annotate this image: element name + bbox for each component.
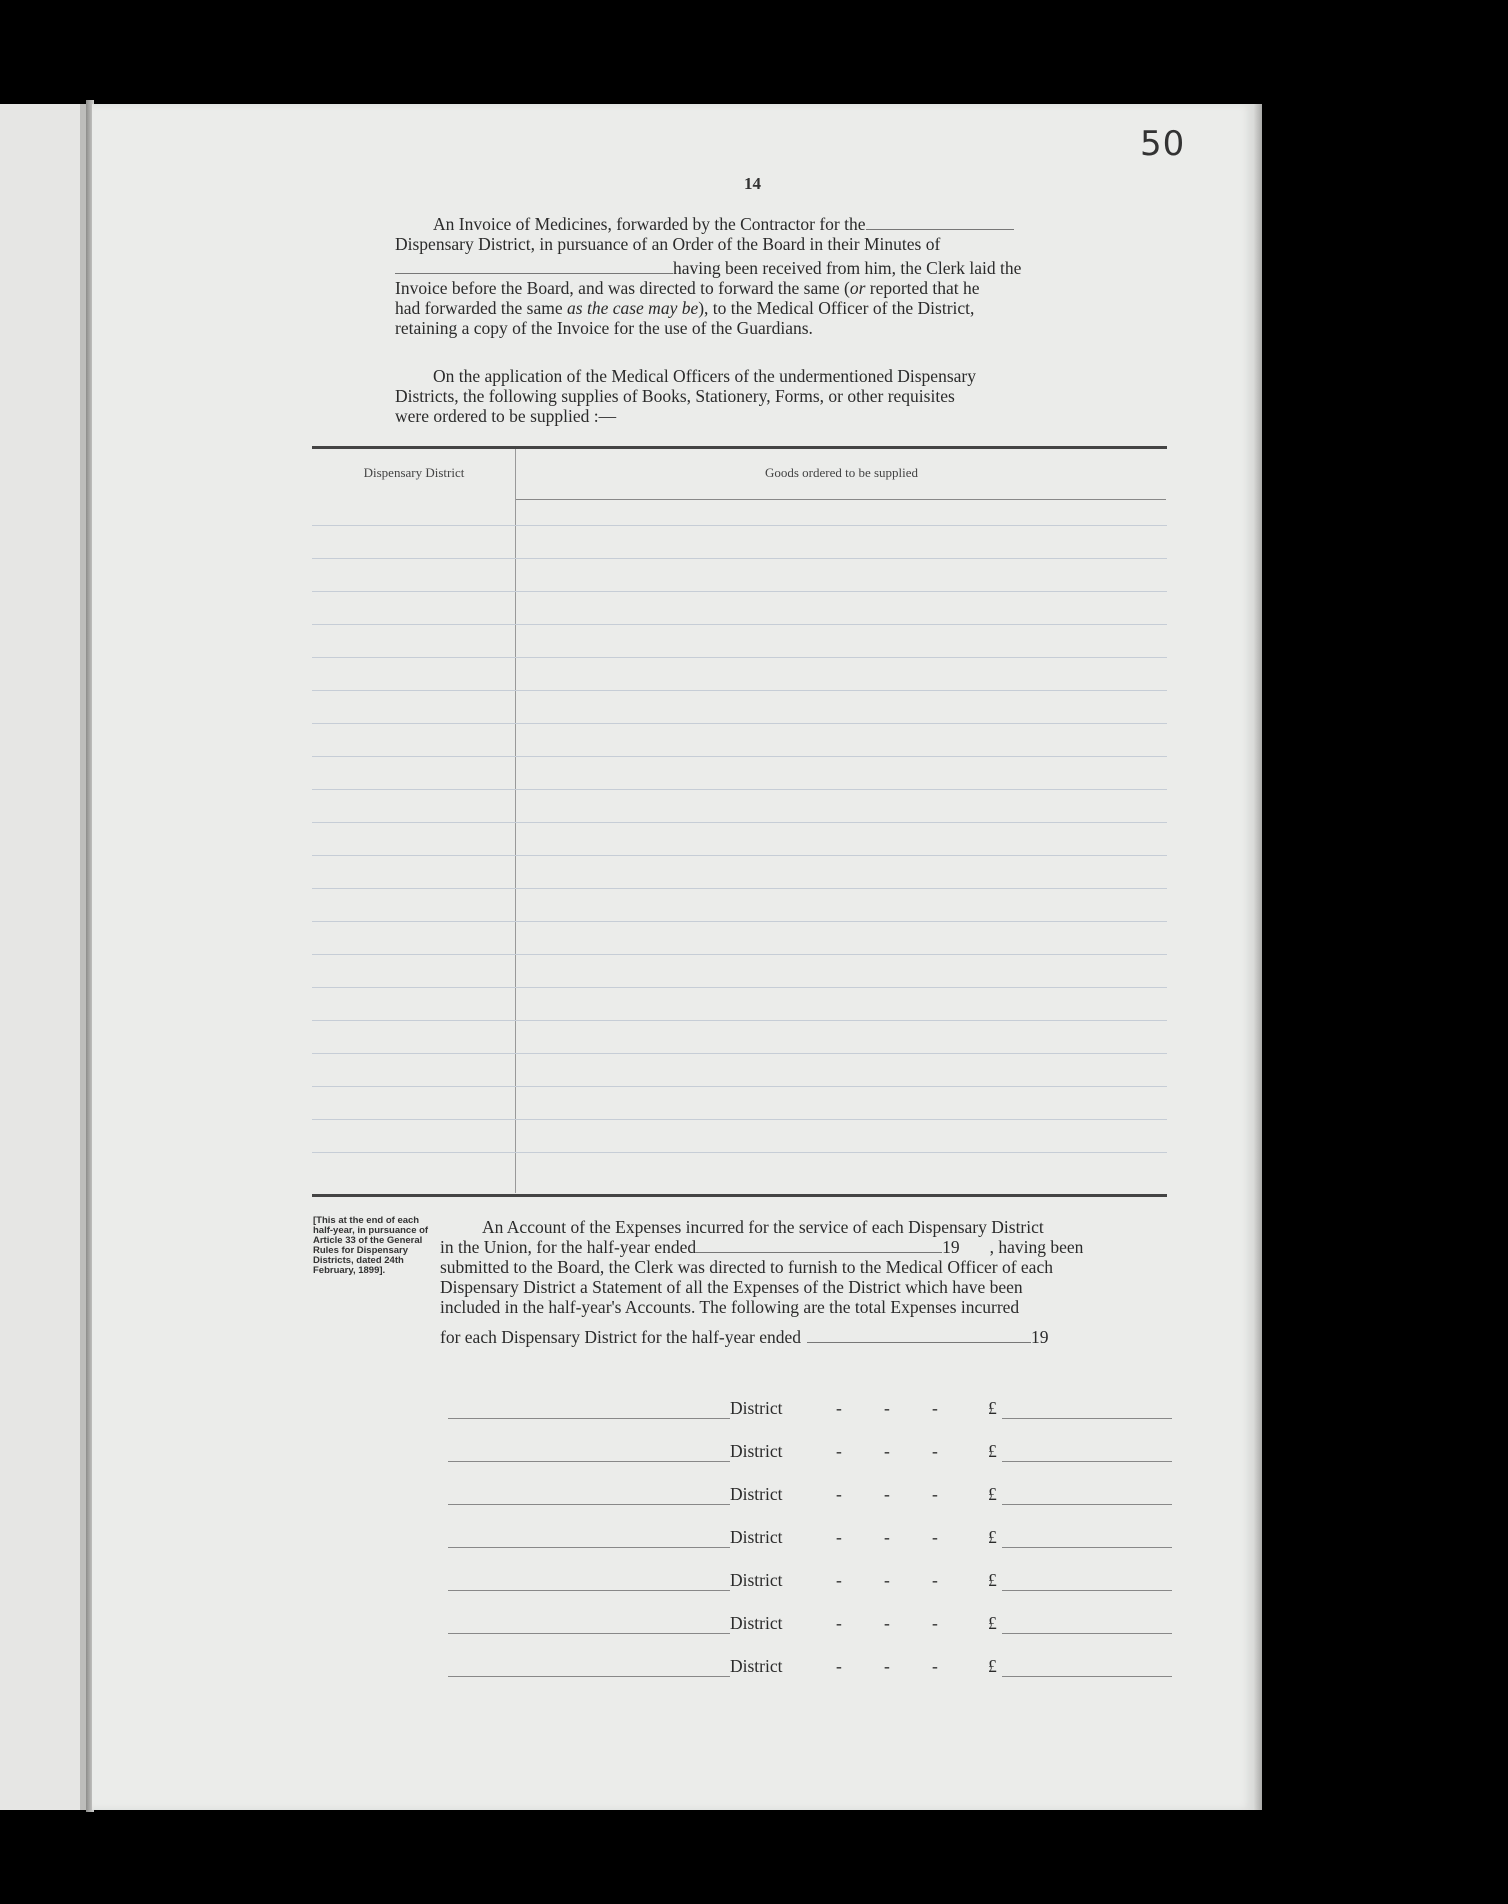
invoice-line-4: Invoice before the Board, and was directed to forward the same ( bbox=[395, 278, 850, 298]
page-edge bbox=[1254, 104, 1262, 1810]
district-dash: - bbox=[932, 1613, 938, 1633]
half-year-blank bbox=[696, 1251, 942, 1253]
district-dash: - bbox=[884, 1484, 890, 1504]
amount-blank bbox=[1002, 1418, 1172, 1419]
district-dash: - bbox=[836, 1656, 842, 1676]
account-line-3: submitted to the Board, the Clerk was directed to furnish to the Medical Officer of each bbox=[440, 1257, 1053, 1277]
ruled-line bbox=[312, 789, 1167, 790]
district-dash: - bbox=[932, 1570, 938, 1590]
header-dispensary-district: Dispensary District bbox=[363, 465, 465, 480]
district-name-blank bbox=[448, 1461, 730, 1462]
district-name-blank bbox=[448, 1418, 730, 1419]
district-name-blank bbox=[448, 1676, 730, 1677]
amount-blank bbox=[1002, 1504, 1172, 1505]
pound-sign: £ bbox=[988, 1656, 997, 1676]
district-dash: - bbox=[884, 1398, 890, 1418]
ruled-line bbox=[312, 1119, 1167, 1120]
district-dash: - bbox=[836, 1398, 842, 1418]
pound-sign: £ bbox=[988, 1527, 997, 1547]
ruled-line bbox=[312, 624, 1167, 625]
district-row bbox=[440, 1527, 1172, 1551]
ruled-line bbox=[312, 1053, 1167, 1054]
district-dash: - bbox=[884, 1441, 890, 1461]
invoice-line-4-end: reported that he bbox=[865, 278, 980, 298]
ruled-line bbox=[312, 921, 1167, 922]
invoice-line-5-italic: as the case may be bbox=[567, 298, 699, 318]
invoice-line-6: retaining a copy of the Invoice for the use of the Guardians. bbox=[395, 318, 813, 338]
amount-blank bbox=[1002, 1633, 1172, 1634]
ruled-line bbox=[312, 657, 1167, 658]
application-line-2: Districts, the following supplies of Books, Stationery, Forms, or other requisites bbox=[395, 386, 955, 406]
invoice-line-4-or: or bbox=[849, 278, 866, 298]
pound-sign: £ bbox=[988, 1570, 997, 1590]
invoice-line-2: Dispensary District, in pursuance of an Order of the Board in their Minutes of bbox=[395, 234, 941, 254]
contractor-blank bbox=[866, 228, 1014, 230]
pound-sign: £ bbox=[988, 1398, 997, 1418]
left-page-edge bbox=[0, 104, 86, 1810]
district-row bbox=[440, 1656, 1172, 1680]
district-label: District bbox=[730, 1613, 783, 1633]
column-divider bbox=[515, 449, 516, 1193]
ruled-line bbox=[312, 591, 1167, 592]
district-label: District bbox=[730, 1441, 783, 1461]
ruled-line bbox=[312, 525, 1167, 526]
district-dash: - bbox=[884, 1656, 890, 1676]
district-dash: - bbox=[836, 1570, 842, 1590]
ruled-line bbox=[312, 954, 1167, 955]
header-goods-ordered: Goods ordered to be supplied bbox=[764, 465, 919, 480]
amount-blank bbox=[1002, 1590, 1172, 1591]
invoice-line-5-start: had forwarded the same bbox=[395, 298, 568, 318]
application-line-3: were ordered to be supplied :— bbox=[395, 406, 617, 426]
minutes-blank bbox=[395, 272, 673, 274]
district-dash: - bbox=[836, 1441, 842, 1461]
district-dash: - bbox=[884, 1613, 890, 1633]
district-dash: - bbox=[932, 1484, 938, 1504]
ruled-line bbox=[312, 690, 1167, 691]
account-line-4: Dispensary District a Statement of all the Expenses of the District which have been bbox=[440, 1277, 1023, 1297]
ruled-line bbox=[312, 558, 1167, 559]
district-row bbox=[440, 1484, 1172, 1508]
account-line-6-start: for each Dispensary District for the half-year ended bbox=[440, 1327, 802, 1347]
ruled-line bbox=[312, 756, 1167, 757]
invoice-line-5-end: ), to the Medical Officer of the District, bbox=[698, 298, 975, 318]
account-line-1: An Account of the Expenses incurred for the service of each Dispensary District bbox=[482, 1217, 1044, 1237]
application-paragraph bbox=[395, 366, 1113, 426]
half-year-blank-2 bbox=[807, 1341, 1031, 1343]
table-bottom-rule bbox=[312, 1194, 1167, 1197]
district-dash: - bbox=[884, 1570, 890, 1590]
district-dash: - bbox=[884, 1527, 890, 1547]
district-label: District bbox=[730, 1484, 783, 1504]
header-rule bbox=[516, 499, 1166, 500]
district-row bbox=[440, 1613, 1172, 1637]
account-line-2-start: in the Union, for the half-year ended bbox=[440, 1237, 697, 1257]
account-line-5: included in the half-year's Accounts. The following are the total Expenses incurred bbox=[440, 1297, 1020, 1317]
application-line-1: On the application of the Medical Officers of the undermentioned Dispensary bbox=[433, 366, 976, 386]
district-dash: - bbox=[932, 1656, 938, 1676]
district-dash: - bbox=[836, 1613, 842, 1633]
pound-sign: £ bbox=[988, 1441, 997, 1461]
amount-blank bbox=[1002, 1547, 1172, 1548]
district-label: District bbox=[730, 1398, 783, 1418]
page-number: 14 bbox=[744, 174, 761, 193]
invoice-line-1: An Invoice of Medicines, forwarded by the Contractor for the bbox=[433, 214, 866, 234]
district-dash: - bbox=[836, 1484, 842, 1504]
district-name-blank bbox=[448, 1590, 730, 1591]
pound-sign: £ bbox=[988, 1613, 997, 1633]
district-dash: - bbox=[836, 1527, 842, 1547]
ruled-line bbox=[312, 855, 1167, 856]
district-row bbox=[440, 1570, 1172, 1594]
account-line-2-year: 19 bbox=[942, 1237, 960, 1257]
district-label: District bbox=[730, 1656, 783, 1676]
account-line-2-end: , having been bbox=[989, 1237, 1084, 1257]
ruled-line bbox=[312, 822, 1167, 823]
pound-sign: £ bbox=[988, 1484, 997, 1504]
ruled-line bbox=[312, 1152, 1167, 1153]
amount-blank bbox=[1002, 1676, 1172, 1677]
district-label: District bbox=[730, 1527, 783, 1547]
district-name-blank bbox=[448, 1504, 730, 1505]
district-name-blank bbox=[448, 1633, 730, 1634]
district-dash: - bbox=[932, 1398, 938, 1418]
district-name-blank bbox=[448, 1547, 730, 1548]
account-paragraph bbox=[440, 1217, 1172, 1347]
account-line-6-year: 19 bbox=[1031, 1327, 1049, 1347]
ruled-line bbox=[312, 888, 1167, 889]
ruled-line bbox=[312, 1086, 1167, 1087]
district-dash: - bbox=[932, 1527, 938, 1547]
ruled-line bbox=[312, 723, 1167, 724]
district-row bbox=[440, 1441, 1172, 1465]
stamp-number: 50 bbox=[1140, 124, 1186, 164]
side-note: [This at the end of each half-year, in pursuance of Article 33 of the General Rules for Dispensary Districts, dated 24th February, 1899]. bbox=[313, 1215, 429, 1276]
ruled-line bbox=[312, 1020, 1167, 1021]
invoice-line-3: having been received from him, the Clerk laid the bbox=[673, 258, 1022, 278]
district-label: District bbox=[730, 1570, 783, 1590]
ruled-line bbox=[312, 987, 1167, 988]
district-dash: - bbox=[932, 1441, 938, 1461]
amount-blank bbox=[1002, 1461, 1172, 1462]
invoice-paragraph bbox=[395, 214, 1113, 338]
district-row bbox=[440, 1398, 1172, 1422]
supplies-table bbox=[312, 447, 1167, 1193]
